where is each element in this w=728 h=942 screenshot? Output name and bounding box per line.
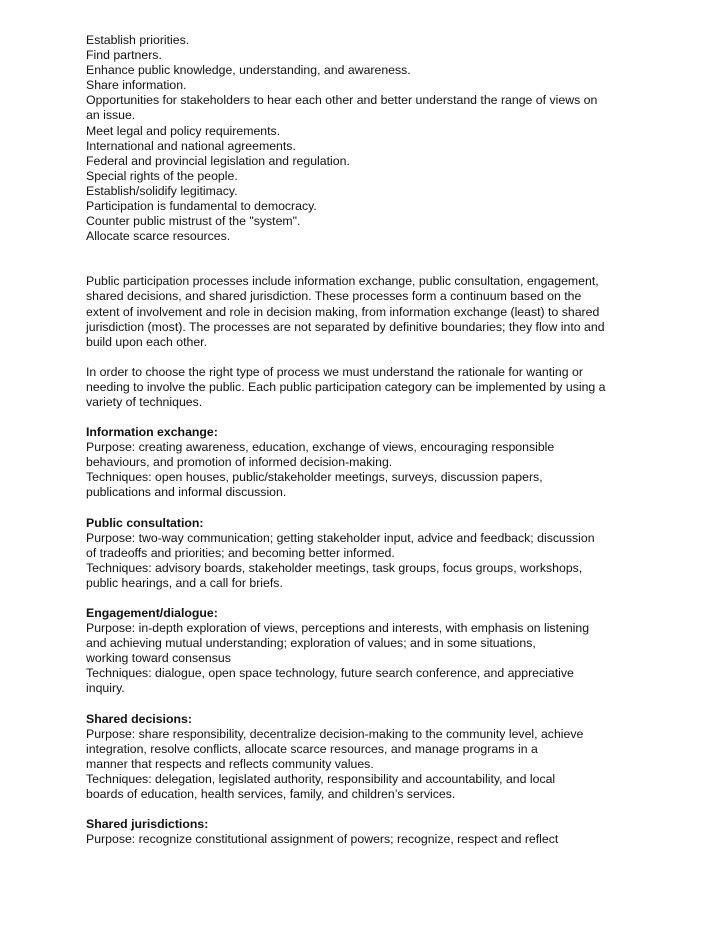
list-item: Share information.	[86, 78, 187, 93]
section-engagement-dialogue	[86, 606, 686, 697]
section-information-exchange	[86, 425, 686, 500]
section-line: behaviours, and promotion of informed decision-making.	[86, 455, 393, 470]
list-item: Enhance public knowledge, understanding, and awareness.	[86, 63, 411, 78]
section-shared-jurisdictions	[86, 817, 686, 847]
section-public-consultation	[86, 516, 686, 591]
section-line: inquiry.	[86, 681, 125, 696]
list-item: Special rights of the people.	[86, 168, 238, 183]
document-page	[86, 33, 686, 847]
paragraph-line: In order to choose the right type of process we must understand the rationale for wanting or	[86, 364, 583, 379]
section-line: boards of education, health services, family, and children’s services.	[86, 787, 456, 802]
list-item: International and national agreements.	[86, 138, 296, 153]
paragraph-line: shared decisions, and shared jurisdiction. These processes form a continuum based on the	[86, 289, 582, 304]
section-heading: Information exchange:	[86, 425, 218, 440]
section-line: manner that respects and reflects community values.	[86, 756, 374, 771]
section-line: public hearings, and a call for briefs.	[86, 575, 283, 590]
list-item: Find partners.	[86, 48, 162, 63]
list-item: Opportunities for stakeholders to hear each other and better understand the range of views on	[86, 93, 598, 108]
list-item: Participation is fundamental to democracy.	[86, 199, 317, 214]
list-item: an issue.	[86, 108, 136, 123]
list-item: Meet legal and policy requirements.	[86, 123, 281, 138]
paragraph-line: build upon each other.	[86, 334, 208, 349]
section-line: Purpose: share responsibility, decentralize decision-making to the community level, achieve	[86, 726, 584, 741]
section-heading: Shared jurisdictions:	[86, 817, 209, 832]
section-line: Techniques: dialogue, open space technology, future search conference, and appreciative	[86, 666, 574, 681]
section-line: Purpose: in-depth exploration of views, perceptions and interests, with emphasis on listening	[86, 621, 590, 636]
list-item: Establish/solidify legitimacy.	[86, 183, 238, 198]
paragraph-line: variety of techniques.	[86, 394, 203, 409]
paragraph-line: jurisdiction (most). The processes are not separated by definitive boundaries; they flow into and	[86, 319, 605, 334]
section-line: Purpose: recognize constitutional assignment of powers; recognize, respect and reflect	[86, 832, 559, 847]
section-line: publications and informal discussion.	[86, 485, 287, 500]
section-line: working toward consensus	[86, 651, 231, 666]
list-item: Allocate scarce resources.	[86, 229, 231, 244]
section-line: of tradeoffs and priorities; and becoming better informed.	[86, 545, 395, 560]
list-item: Establish priorities.	[86, 33, 190, 47]
section-line: Techniques: advisory boards, stakeholder meetings, task groups, focus groups, workshops,	[86, 560, 583, 575]
section-heading: Public consultation:	[86, 515, 204, 530]
section-heading: Engagement/dialogue:	[86, 606, 218, 620]
list-item: Federal and provincial legislation and regulation.	[86, 153, 350, 168]
section-heading: Shared decisions:	[86, 711, 192, 726]
intro-paragraph	[86, 274, 686, 349]
paragraph-line: needing to involve the public. Each public participation category can be implemented by using a	[86, 379, 606, 394]
list-item: Counter public mistrust of the "system".	[86, 214, 301, 229]
section-line: Purpose: creating awareness, education, exchange of views, encouraging responsible	[86, 440, 555, 455]
section-line: Purpose: two-way communication; getting stakeholder input, advice and feedback; discussion	[86, 530, 595, 545]
paragraph-line: extent of involvement and role in decision making, from information exchange (least) to shared	[86, 304, 600, 319]
section-line: Techniques: delegation, legislated authority, responsibility and accountability, and local	[86, 771, 556, 786]
section-line: integration, resolve conflicts, allocate scarce resources, and manage programs in a	[86, 741, 538, 756]
choose-paragraph	[86, 365, 686, 410]
section-line: Techniques: open houses, public/stakeholder meetings, surveys, discussion papers,	[86, 470, 543, 485]
section-line: and achieving mutual understanding; exploration of values; and in some situations,	[86, 636, 536, 651]
section-shared-decisions	[86, 712, 686, 803]
paragraph-line: Public participation processes include information exchange, public consultation, engagement,	[86, 274, 599, 289]
reasons-list	[86, 33, 686, 244]
